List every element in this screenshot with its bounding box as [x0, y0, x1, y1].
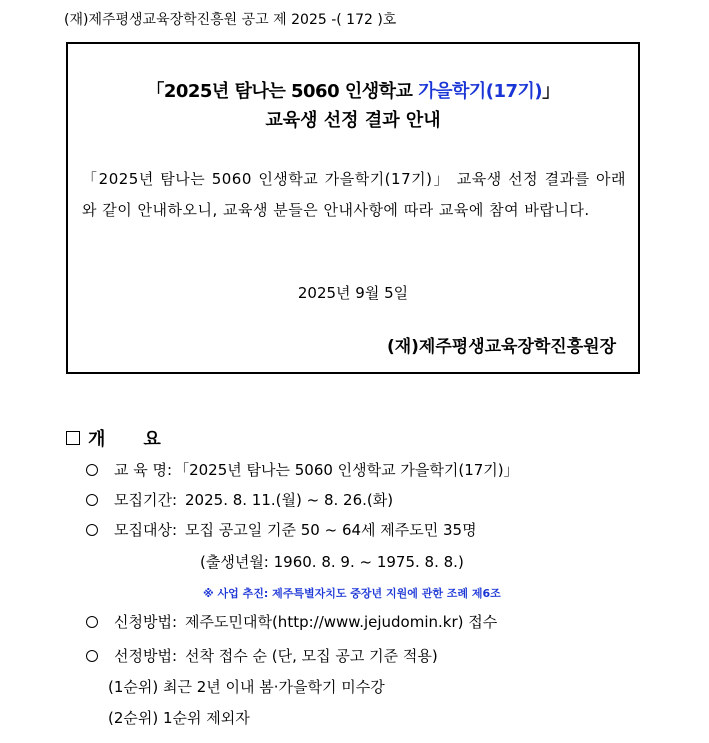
notice-number: (재)제주평생교육장학진흥원 공고 제 2025 -( 172 )호 [64, 12, 397, 28]
list-item [86, 611, 497, 632]
item-value: 2025. 8. 11.(월) ~ 8. 26.(화) [185, 491, 394, 509]
circle-bullet-icon [86, 650, 98, 662]
list-item [86, 519, 477, 540]
item-label: 교 육 명: [114, 461, 173, 479]
announcement-subtitle: 교육생 선정 결과 안내 [265, 110, 441, 131]
title-suffix: 」 [542, 81, 560, 102]
list-item [86, 645, 438, 666]
announcement-title [68, 77, 638, 103]
item-label: 모집기간: [114, 491, 178, 509]
item-value: 선착 접수 순 (단, 모집 공고 기준 적용) [185, 647, 438, 665]
circle-bullet-icon [86, 494, 98, 506]
announcement-box [66, 42, 640, 374]
announcement-body: 「2025년 탐나는 5060 인생학교 가을학기(17기)」 교육생 선정 결과를 아래와 같이 안내하오니, 교육생 분들은 안내사항에 따라 교육에 참여 바랍니다. [82, 170, 626, 219]
issuing-organization: (재)제주평생교육장학진흥원장 [386, 337, 616, 357]
item-value: 모집 공고일 기준 50 ~ 64세 제주도민 35명 [185, 521, 477, 539]
item-value: 제주도민대학(http://www.jejudomin.kr) 접수 [185, 613, 498, 631]
circle-bullet-icon [86, 524, 98, 536]
announcement-date: 2025년 9월 5일 [297, 284, 409, 302]
list-item [86, 489, 393, 510]
priority-1: (1순위) 최근 2년 이내 봄·가을학기 미수강 [108, 678, 385, 696]
priority-2: (2순위) 1순위 제외자 [108, 709, 250, 727]
circle-bullet-icon [86, 464, 98, 476]
item-value: 「2025년 탐나는 5060 인생학교 가을학기(17기)」 [174, 461, 519, 479]
target-birth-range: (출생년월: 1960. 8. 9. ~ 1975. 8. 8.) [200, 553, 464, 571]
legal-basis-note: ※ 사업 추진: 제주특별자치도 중장년 지원에 관한 조례 제6조 [203, 587, 501, 600]
item-label: 선정방법: [114, 647, 178, 665]
list-item [86, 459, 519, 480]
title-highlight: 가을학기(17기) [418, 81, 543, 102]
title-prefix: 「2025년 탐나는 5060 인생학교 [146, 81, 419, 102]
item-label: 신청방법: [114, 613, 178, 631]
circle-bullet-icon [86, 616, 98, 628]
item-label: 모집대상: [114, 521, 178, 539]
overview-heading-part2: 요 [143, 429, 161, 450]
square-checkbox-icon [66, 431, 80, 445]
overview-heading [66, 425, 161, 451]
overview-heading-part1: 개 [88, 429, 106, 450]
